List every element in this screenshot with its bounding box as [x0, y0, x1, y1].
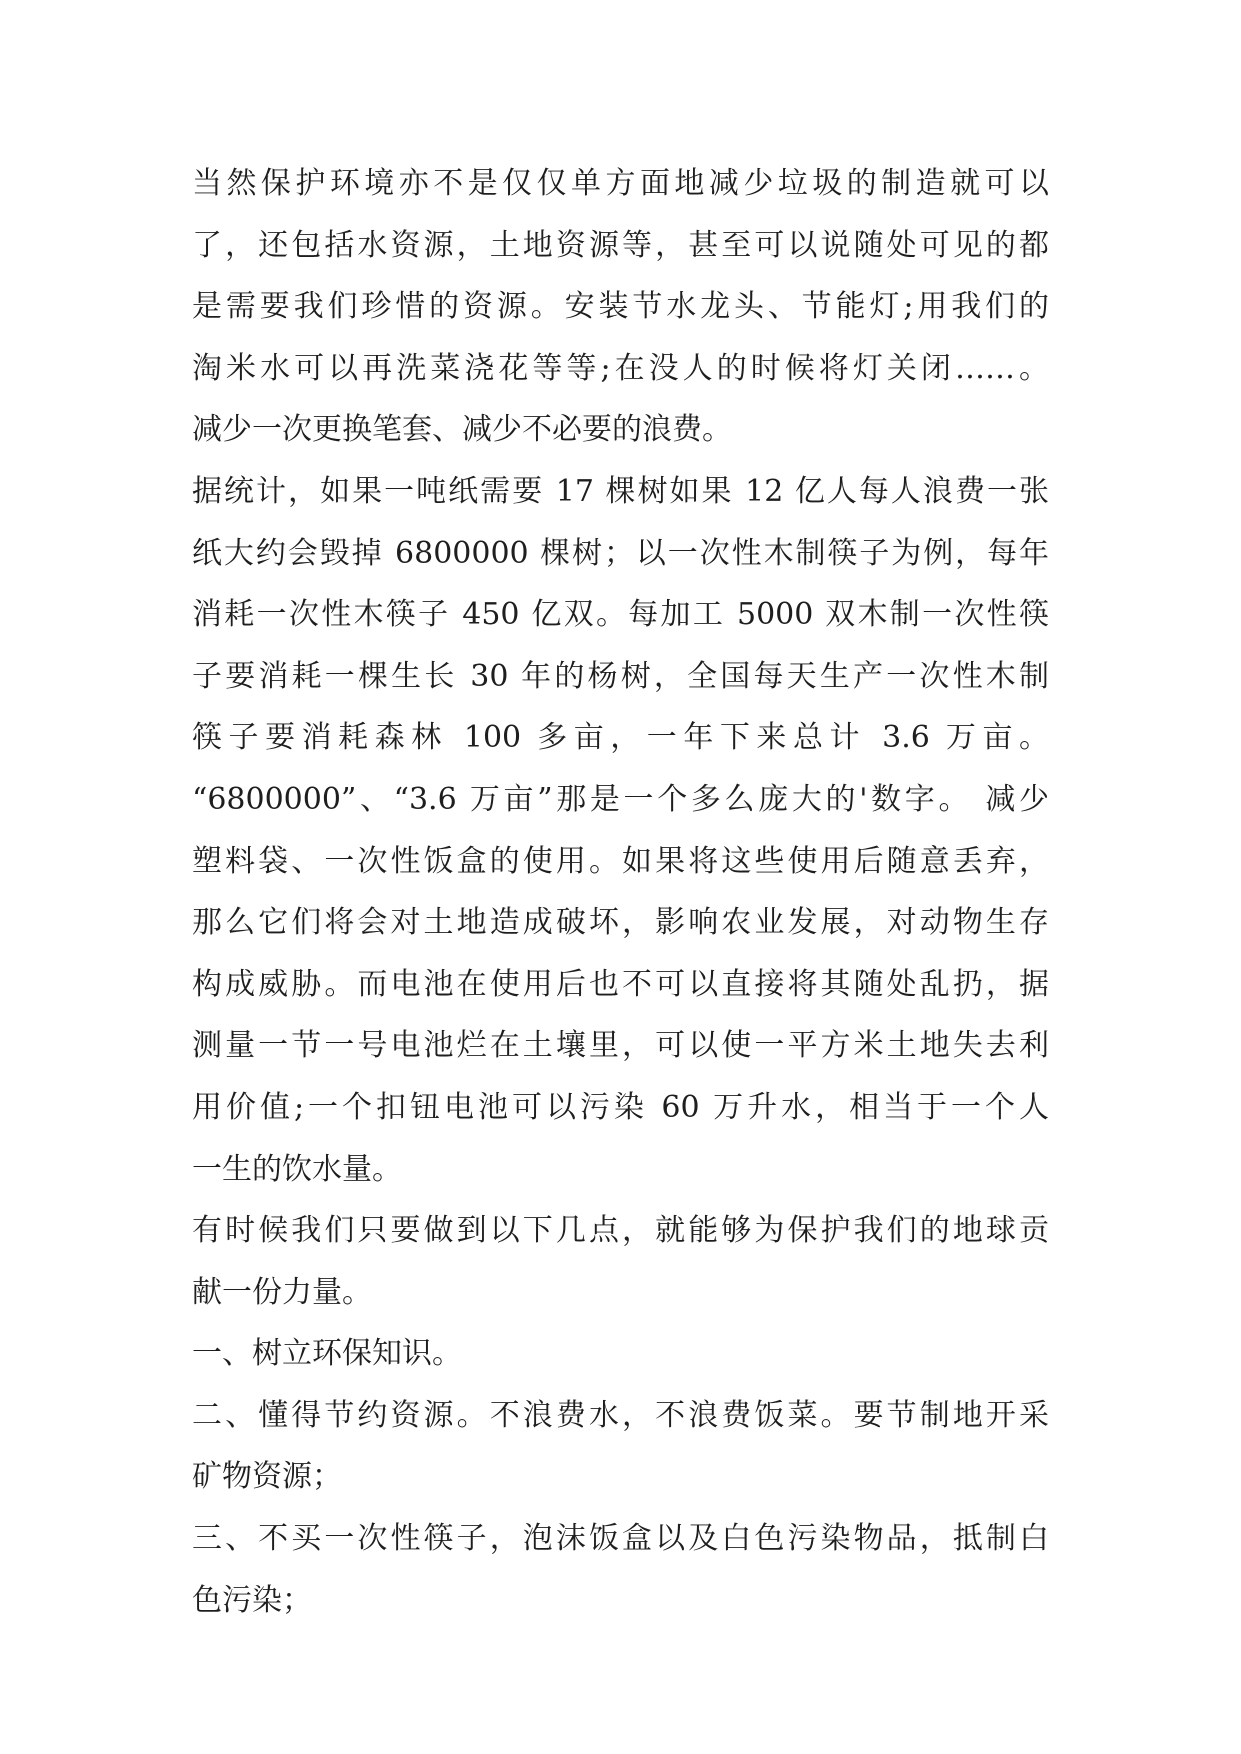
- text-line: 是需要我们珍惜的资源。安装节水龙头、节能灯;用我们的: [192, 289, 1049, 325]
- paragraph-statistics: [192, 461, 1049, 1200]
- text-line: 减少一次更换笔套、减少不必要的浪费。: [192, 412, 732, 448]
- paragraph-intro-points: [192, 1200, 1049, 1323]
- text-line: 塑料袋、一次性饭盒的使用。如果将这些使用后随意丢弃，: [192, 843, 1049, 879]
- text-line: 用价值;一个扣钮电池可以污染 60 万升水，相当于一个人: [192, 1089, 1049, 1125]
- text-line: “6800000”、“3.6 万亩”那是一个多么庞大的'数字。 减少: [192, 781, 1049, 817]
- list-item-3: [192, 1508, 1049, 1631]
- text-line: 淘米水可以再洗菜浇花等等;在没人的时候将灯关闭……。: [192, 350, 1049, 386]
- text-line: 构成威胁。而电池在使用后也不可以直接将其随处乱扔，据: [192, 966, 1049, 1002]
- text-line: 当然保护环境亦不是仅仅单方面地减少垃圾的制造就可以: [192, 166, 1049, 201]
- list-item-2: [192, 1385, 1049, 1508]
- paragraph-resource-saving: [192, 153, 1049, 461]
- text-line: 一、树立环保知识。: [192, 1336, 462, 1372]
- text-line: 了，还包括水资源，土地资源等，甚至可以说随处可见的都: [192, 227, 1049, 263]
- text-line: 那么它们将会对土地造成破坏，影响农业发展，对动物生存: [192, 905, 1049, 941]
- text-line: 消耗一次性木筷子 450 亿双。每加工 5000 双木制一次性筷: [192, 597, 1049, 633]
- text-line: 测量一节一号电池烂在土壤里，可以使一平方米土地失去利: [192, 1028, 1049, 1064]
- text-line: 二、懂得节约资源。不浪费水，不浪费饭菜。要节制地开采: [192, 1397, 1049, 1433]
- text-line: 矿物资源；: [192, 1459, 342, 1495]
- text-line: 纸大约会毁掉 6800000 棵树；以一次性木制筷子为例，每年: [192, 535, 1049, 571]
- text-line: 献一份力量。: [192, 1274, 372, 1310]
- text-line: 一生的饮水量。: [192, 1151, 402, 1187]
- text-line: 色污染；: [192, 1582, 312, 1618]
- text-line: 有时候我们只要做到以下几点，就能够为保护我们的地球贡: [192, 1213, 1049, 1249]
- text-line: 据统计，如果一吨纸需要 17 棵树如果 12 亿人每人浪费一张: [192, 473, 1049, 509]
- body-text: [192, 153, 1049, 1631]
- text-line: 筷子要消耗森林 100 多亩，一年下来总计 3.6 万亩。: [192, 720, 1049, 756]
- text-line: 子要消耗一棵生长 30 年的杨树，全国每天生产一次性木制: [192, 658, 1049, 694]
- list-item-1: [192, 1323, 1049, 1385]
- text-line: 三、不买一次性筷子，泡沫饭盒以及白色污染物品，抵制白: [192, 1521, 1049, 1557]
